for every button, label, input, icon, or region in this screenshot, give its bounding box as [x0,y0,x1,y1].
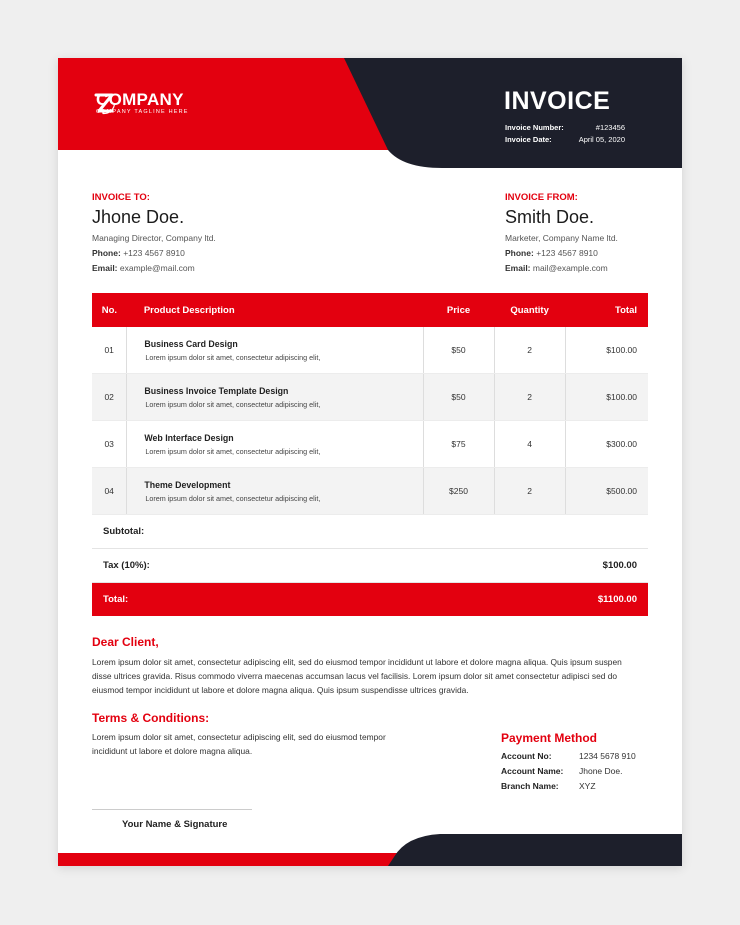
item-no: 04 [92,468,127,515]
signature-line [92,809,252,810]
total-row [92,583,648,617]
total-value: $1100.00 [565,583,648,617]
terms-body [92,730,452,758]
invoice-to-role: Managing Director, Company ltd. [92,233,216,243]
item-quantity: 2 [494,374,565,421]
table-row [92,421,648,468]
payment-method-title: Payment Method [501,731,598,745]
email-value: mail@example.com [532,263,608,273]
invoice-from-role: Marketer, Company Name ltd. [505,233,618,243]
table-header-row [92,293,648,327]
invoice-header [58,58,682,168]
tax-value [565,549,648,583]
invoice-from-email [505,263,682,273]
tax-value-text: $100.00 [602,560,637,571]
tax-label-text: Tax (10%): [103,560,150,571]
terms-line: incididunt ut labore et dolore magna aliqua. [92,746,253,756]
item-price: $75 [423,421,494,468]
header-no: No. [92,293,127,327]
item-description [127,327,423,374]
item-detail: Lorem ipsum dolor sit amet, consectetur adipiscing elit, [145,446,321,456]
invoice-from-block [505,192,682,273]
note-line: Lorem ipsum dolor sit amet, consectetur adipiscing elit, sed do eiusmod tempor incididunt ut labore et dolore magna aliqua. Quis ipsum suspen [92,657,622,667]
item-detail: Lorem ipsum dolor sit amet, consectetur adipiscing elit, [145,399,321,409]
note-body [92,655,652,697]
account-name-value: Jhone Doe. [579,766,623,776]
item-no: 02 [92,374,127,421]
header-quantity: Quantity [494,293,565,327]
item-description [127,421,423,468]
tax-row [92,549,648,583]
invoice-from-phone [505,248,682,258]
item-total: $100.00 [565,327,648,374]
subtotal-label [92,515,565,549]
item-quantity: 2 [494,327,565,374]
email-label: Email: [505,263,531,273]
header-description: Product Description [127,293,423,327]
phone-value: +123 4567 8910 [536,248,598,258]
item-price: $50 [423,374,494,421]
phone-label: Phone: [92,248,121,258]
invoice-title: INVOICE [504,87,611,115]
invoice-number-value: #123456 [595,123,625,132]
note-line: disse ultrices gravida. Risus commodo viverra maecenas accumsan lacus vel facilisis. Lorem ipsum dolor sit amet consectetur adipisci sed do [92,671,618,681]
item-no: 03 [92,421,127,468]
item-price: $250 [423,468,494,515]
company-tagline: COMPANY TAGLINE HERE [96,109,189,115]
company-logo [92,91,189,115]
item-detail: Lorem ipsum dolor sit amet, consectetur adipiscing elit, [145,493,321,503]
account-number-label: Account No: [501,751,552,761]
invoice-sheet [58,58,682,866]
email-value: example@mail.com [119,263,195,273]
invoice-date-value: April 05, 2020 [578,135,625,144]
line-items-table [92,293,648,616]
footer-red-bar [58,853,403,866]
signature-label: Your Name & Signature [122,819,228,830]
invoice-number-label: Invoice Number: [505,123,564,132]
item-quantity: 2 [494,468,565,515]
invoice-to-phone [92,248,312,258]
item-name: Theme Development [144,479,231,490]
table-row [92,374,648,421]
account-number-value: 1234 5678 910 [579,751,636,761]
total-label: Total: [92,583,565,617]
table-row [92,327,648,374]
header-price: Price [423,293,494,327]
invoice-from-label: INVOICE FROM: [505,192,578,203]
header-total: Total [565,293,648,327]
item-description [127,374,423,421]
item-no: 01 [92,327,127,374]
item-detail: Lorem ipsum dolor sit amet, consectetur adipiscing elit, [145,352,321,362]
email-label: Email: [92,263,118,273]
item-price: $50 [423,327,494,374]
account-name-label: Account Name: [501,766,564,776]
table-row [92,468,648,515]
item-name: Business Card Design [144,338,238,349]
invoice-from-name: Smith Doe. [505,207,595,227]
branch-name-label: Branch Name: [501,781,559,791]
note-title: Dear Client, [92,635,159,649]
tax-label [92,549,565,583]
item-name: Business Invoice Template Design [144,385,289,396]
invoice-to-block [92,192,312,273]
logo-mark-icon [92,91,116,115]
note-line: eiusmod tempor incididunt ut labore et dolore magna aliqua. Quis ipsum suspendisse ultrices gravida. [92,685,469,695]
footer-dark-band [388,834,682,866]
phone-label: Phone: [505,248,534,258]
subtotal-label-text: Subtotal: [103,526,145,537]
item-quantity: 4 [494,421,565,468]
item-total: $300.00 [565,421,648,468]
item-total: $500.00 [565,468,648,515]
phone-value: +123 4567 8910 [123,248,185,258]
subtotal-row [92,515,648,549]
branch-name-value: XYZ [579,781,596,791]
invoice-to-email [92,263,312,273]
terms-title: Terms & Conditions: [92,711,210,725]
item-total: $100.00 [565,374,648,421]
invoice-to-label: INVOICE TO: [92,192,150,203]
footer-decoration [58,834,682,866]
item-name: Web Interface Design [144,432,234,443]
subtotal-value [565,515,648,549]
invoice-to-name: Jhone Doe. [92,207,185,227]
company-name: COMPANY [96,90,184,109]
terms-line: Lorem ipsum dolor sit amet, consectetur adipiscing elit, sed do eiusmod tempor [92,732,386,742]
item-description [127,468,423,515]
invoice-date-label: Invoice Date: [505,135,552,144]
